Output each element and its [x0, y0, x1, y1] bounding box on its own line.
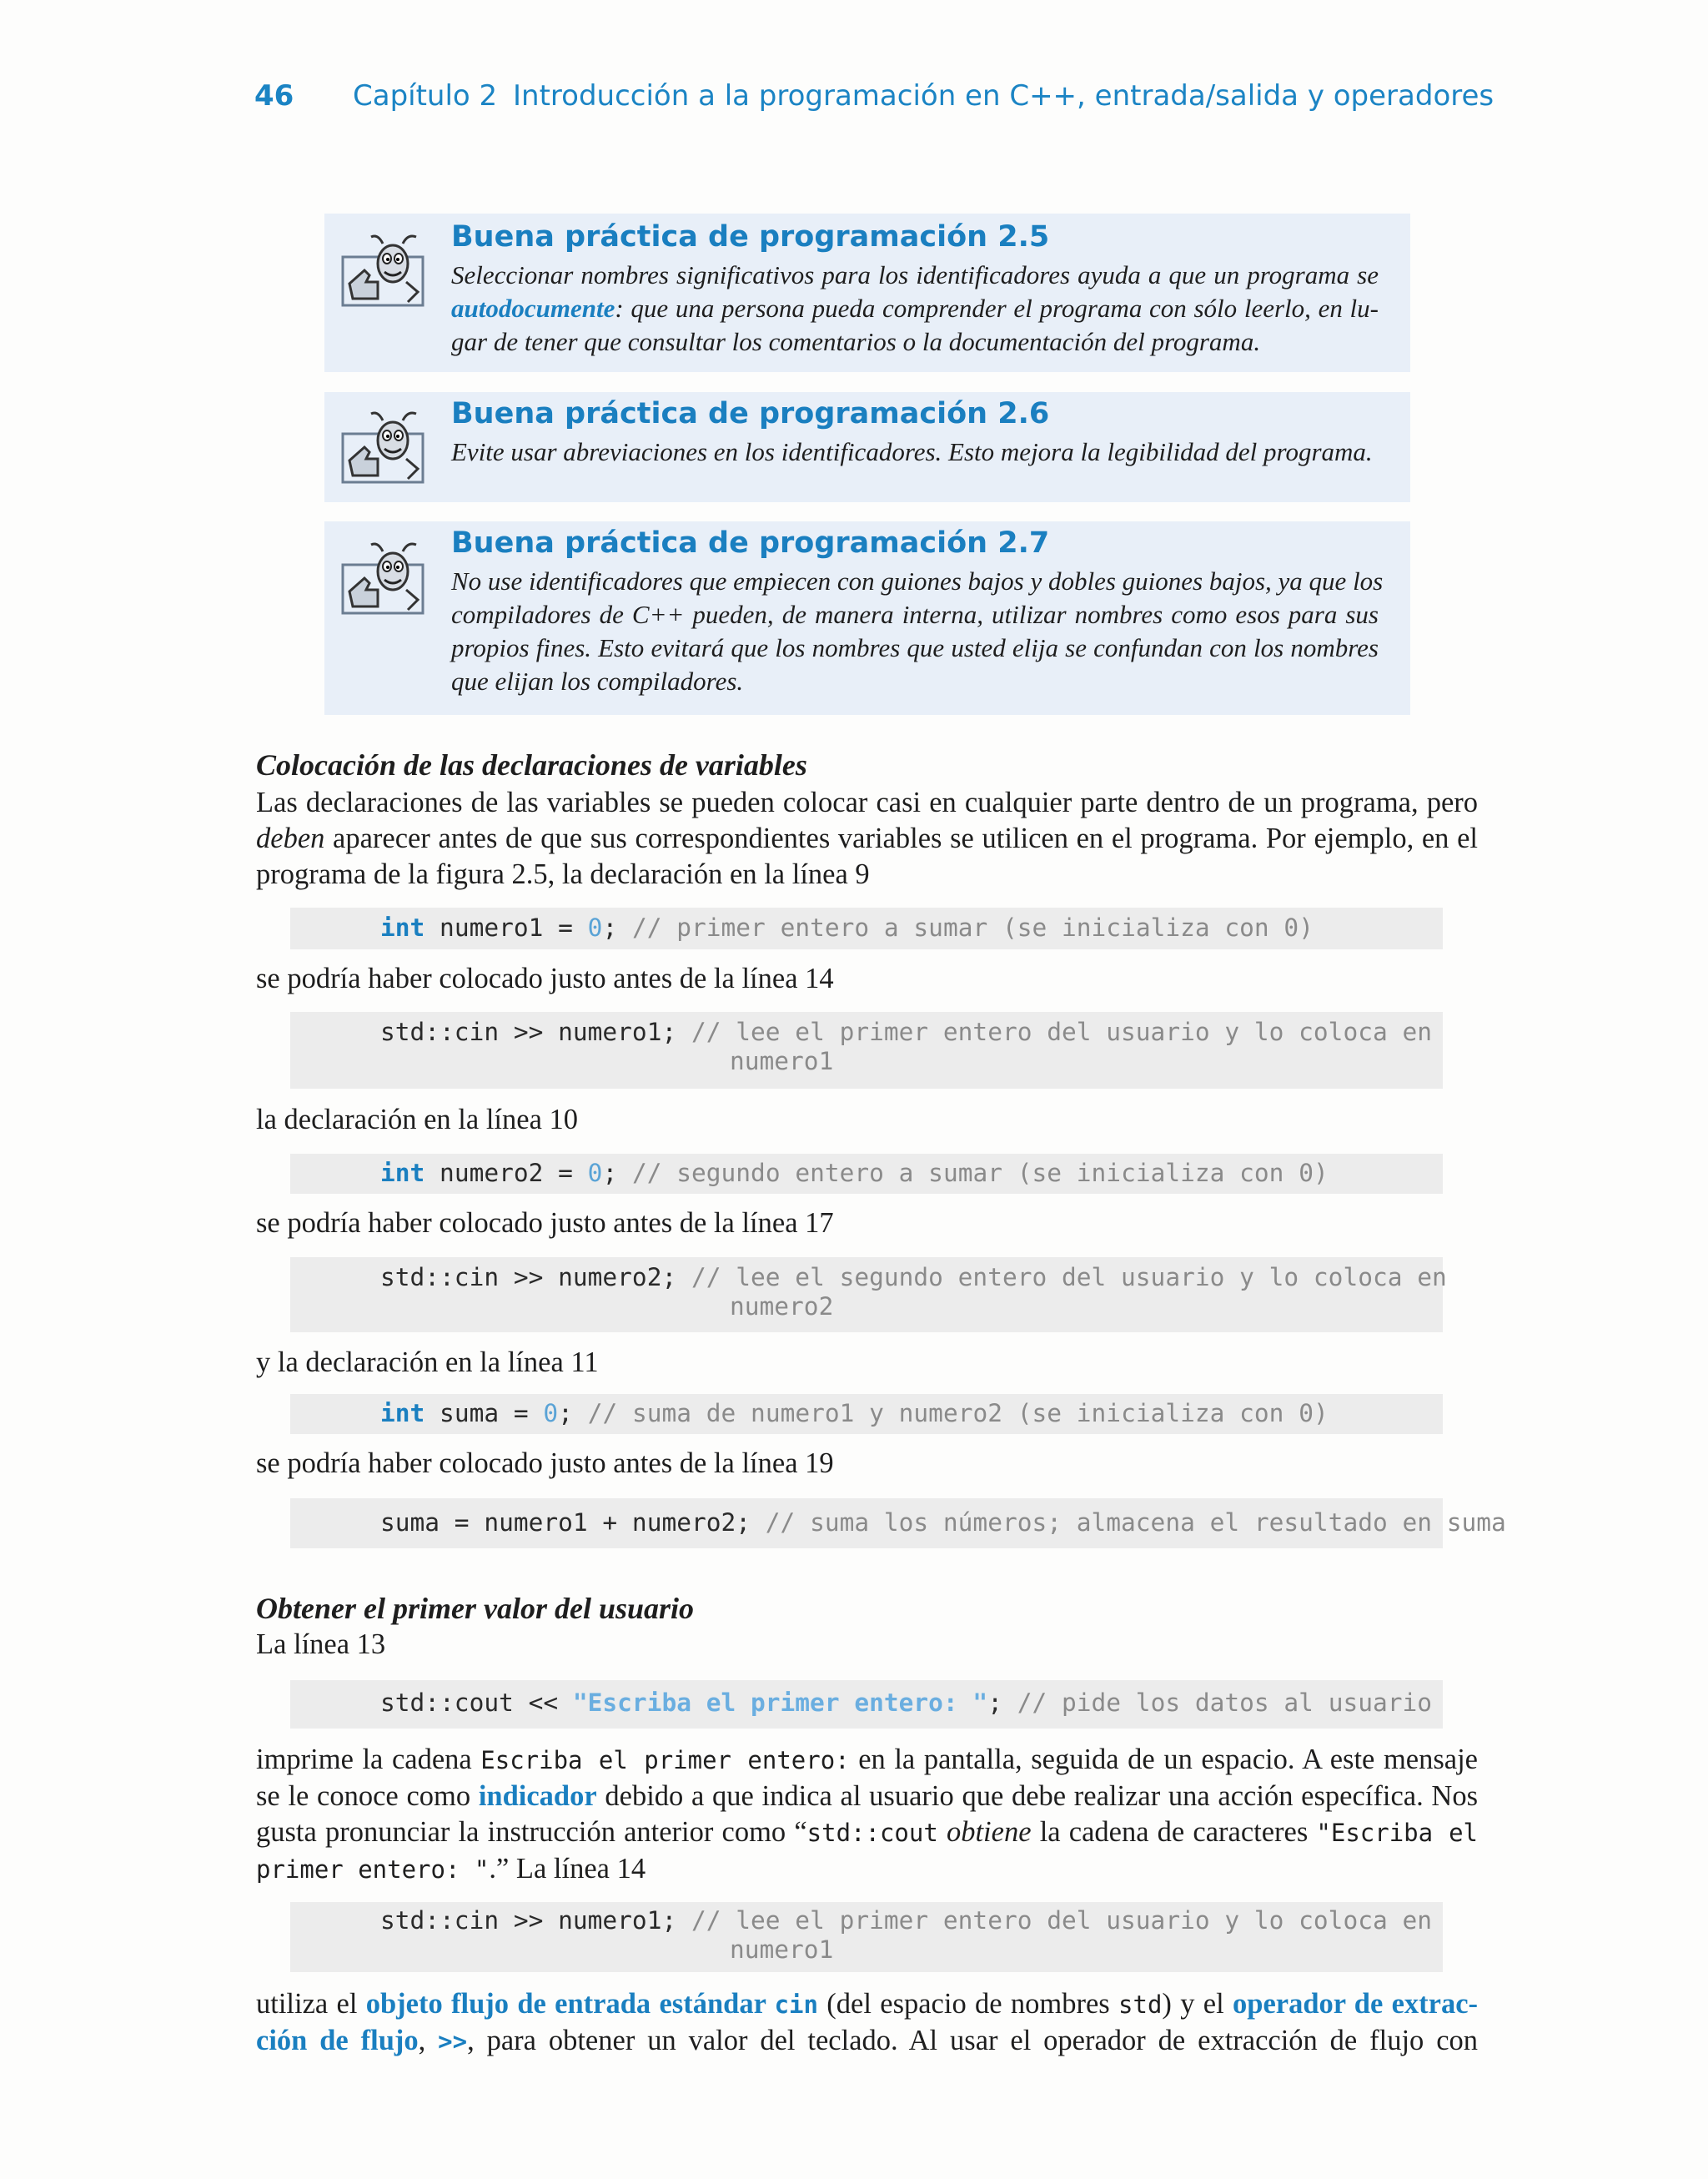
tip-line: Evite usar abreviaciones en los identificadores. Esto mejora la legibilidad del programa. [451, 437, 1373, 466]
code-block: int numero1 = 0; // primer entero a sumar (se inicializa con 0) [290, 908, 1443, 949]
tip-line: compiladores de C++ pueden, de manera interna, utilizar nombres como esos para sus [451, 600, 1379, 629]
key-term: ción de flujo [256, 2025, 419, 2056]
code-comment: // pide los datos al usuario [1017, 1688, 1433, 1717]
key-term: indicador [478, 1780, 597, 1812]
tip-box [324, 392, 1410, 502]
tip-box [324, 521, 1410, 715]
tip-title: Buena práctica de programación 2.5 [451, 220, 1050, 254]
tip-line: gar de tener que consultar los comentarios o la documentación del programa. [451, 327, 1261, 356]
code-comment: // lee el primer entero del usuario y lo coloca en [691, 1906, 1433, 1935]
bug-thumbs-up-icon [341, 232, 424, 309]
section-heading: Obtener el primer valor del usuario [256, 1592, 695, 1625]
paragraph: utiliza el objeto flujo de entrada estándar cin (del espacio de nombres std) y el operador de extrac- ción de flujo, >>, para obtener un valor del teclado. Al usar el operador de extracción de flujo con [256, 1988, 1479, 2056]
bug-thumbs-up-icon [341, 409, 424, 486]
code-comment: numero2 [730, 1292, 834, 1321]
paragraph: imprime la cadena Escriba el primer entero: en la pantalla, seguida de un espacio. A este mensaje se le conoce como indicador debido a que indica al usuario que debe realizar una acción específica. Nos gusta pronunciar la instrucción anterior como “std::cout obtiene la cadena de caracteres "Escriba el primer entero: ".” La línea 14 [256, 1744, 1479, 1885]
paragraph: la declaración en la línea 10 [256, 1104, 579, 1135]
code-comment: // lee el segundo entero del usuario y lo coloca en [691, 1263, 1447, 1291]
emphasis: deben [256, 823, 325, 854]
section-heading: Colocación de las declaraciones de variables [256, 748, 807, 782]
code-comment: // lee el primer entero del usuario y lo coloca en [691, 1018, 1433, 1046]
paragraph: se podría haber colocado justo antes de la línea 19 [256, 1447, 834, 1479]
tip-line: Seleccionar nombres significativos para los identificadores ayuda a que un programa se [451, 260, 1379, 289]
running-header [254, 79, 1494, 113]
tip-line: No use identificadores que empiecen con guiones bajos y dobles guiones bajos, ya que los [451, 566, 1384, 596]
paragraph: y la declaración en la línea 11 [256, 1346, 599, 1378]
code-block: std::cin >> numero2; // lee el segundo entero del usuario y lo coloca en numero2 [290, 1257, 1443, 1332]
tip-title: Buena práctica de programación 2.6 [451, 397, 1050, 430]
code-block: int suma = 0; // suma de numero1 y numero2 (se inicializa con 0) [290, 1394, 1443, 1434]
paragraph: se podría haber colocado justo antes de la línea 14 [256, 963, 834, 994]
code-block: std::cout << "Escriba el primer entero: "; // pide los datos al usuario [290, 1680, 1443, 1729]
page-number: 46 [254, 79, 294, 113]
code-block: std::cin >> numero1; // lee el primer entero del usuario y lo coloca en numero1 [290, 1902, 1443, 1972]
tip-body [451, 565, 1384, 698]
code-comment: // primer entero a sumar (se inicializa con 0) [631, 913, 1314, 942]
key-term: operador de extrac- [1233, 1988, 1479, 2020]
code-block: int numero2 = 0; // segundo entero a sumar (se inicializa con 0) [290, 1154, 1443, 1194]
code-block: suma = numero1 + numero2; // suma los números; almacena el resultado en suma [290, 1498, 1443, 1548]
tip-body [451, 435, 1379, 469]
tip-line: autodocumente: que una persona pueda comprender el programa con sólo leerlo, en lu- [451, 294, 1379, 323]
code-comment: // suma los números; almacena el resultado en suma [765, 1508, 1506, 1537]
paragraph: se podría haber colocado justo antes de la línea 17 [256, 1207, 834, 1239]
code-comment: // suma de numero1 y numero2 (se inicializa con 0) [587, 1399, 1329, 1427]
bug-thumbs-up-icon [341, 540, 424, 616]
key-term: objeto flujo de entrada estándar cin [365, 1988, 818, 2020]
chapter-title: Introducción a la programación en C++, entrada/salida y operadores [513, 79, 1494, 113]
chapter-label: Capítulo 2 [353, 79, 498, 113]
tip-line: que elijan los compiladores. [451, 667, 744, 696]
tip-line: propios fines. Esto evitará que los nombres que usted elija se confundan con los nombres [451, 633, 1379, 662]
tip-box [324, 214, 1410, 372]
tip-body [451, 259, 1379, 359]
paragraph: Las declaraciones de las variables se pueden colocar casi en cualquier parte dentro de un programa, pero deben aparecer antes de que sus correspondientes variables se utilicen en el programa. Por ejemplo, en el programa de la figura 2.5, la declaración en la línea 9 [256, 787, 1478, 890]
key-term: autodocumente [451, 294, 615, 323]
code-comment: // segundo entero a sumar (se inicializa con 0) [631, 1159, 1329, 1187]
code-comment: numero1 [730, 1935, 834, 1964]
tip-title: Buena práctica de programación 2.7 [451, 526, 1050, 560]
code-block: std::cin >> numero1; // lee el primer entero del usuario y lo coloca en numero1 [290, 1012, 1443, 1089]
key-term: >> [438, 2027, 468, 2056]
paragraph: La línea 13 [256, 1628, 386, 1660]
code-comment: numero1 [730, 1047, 834, 1075]
